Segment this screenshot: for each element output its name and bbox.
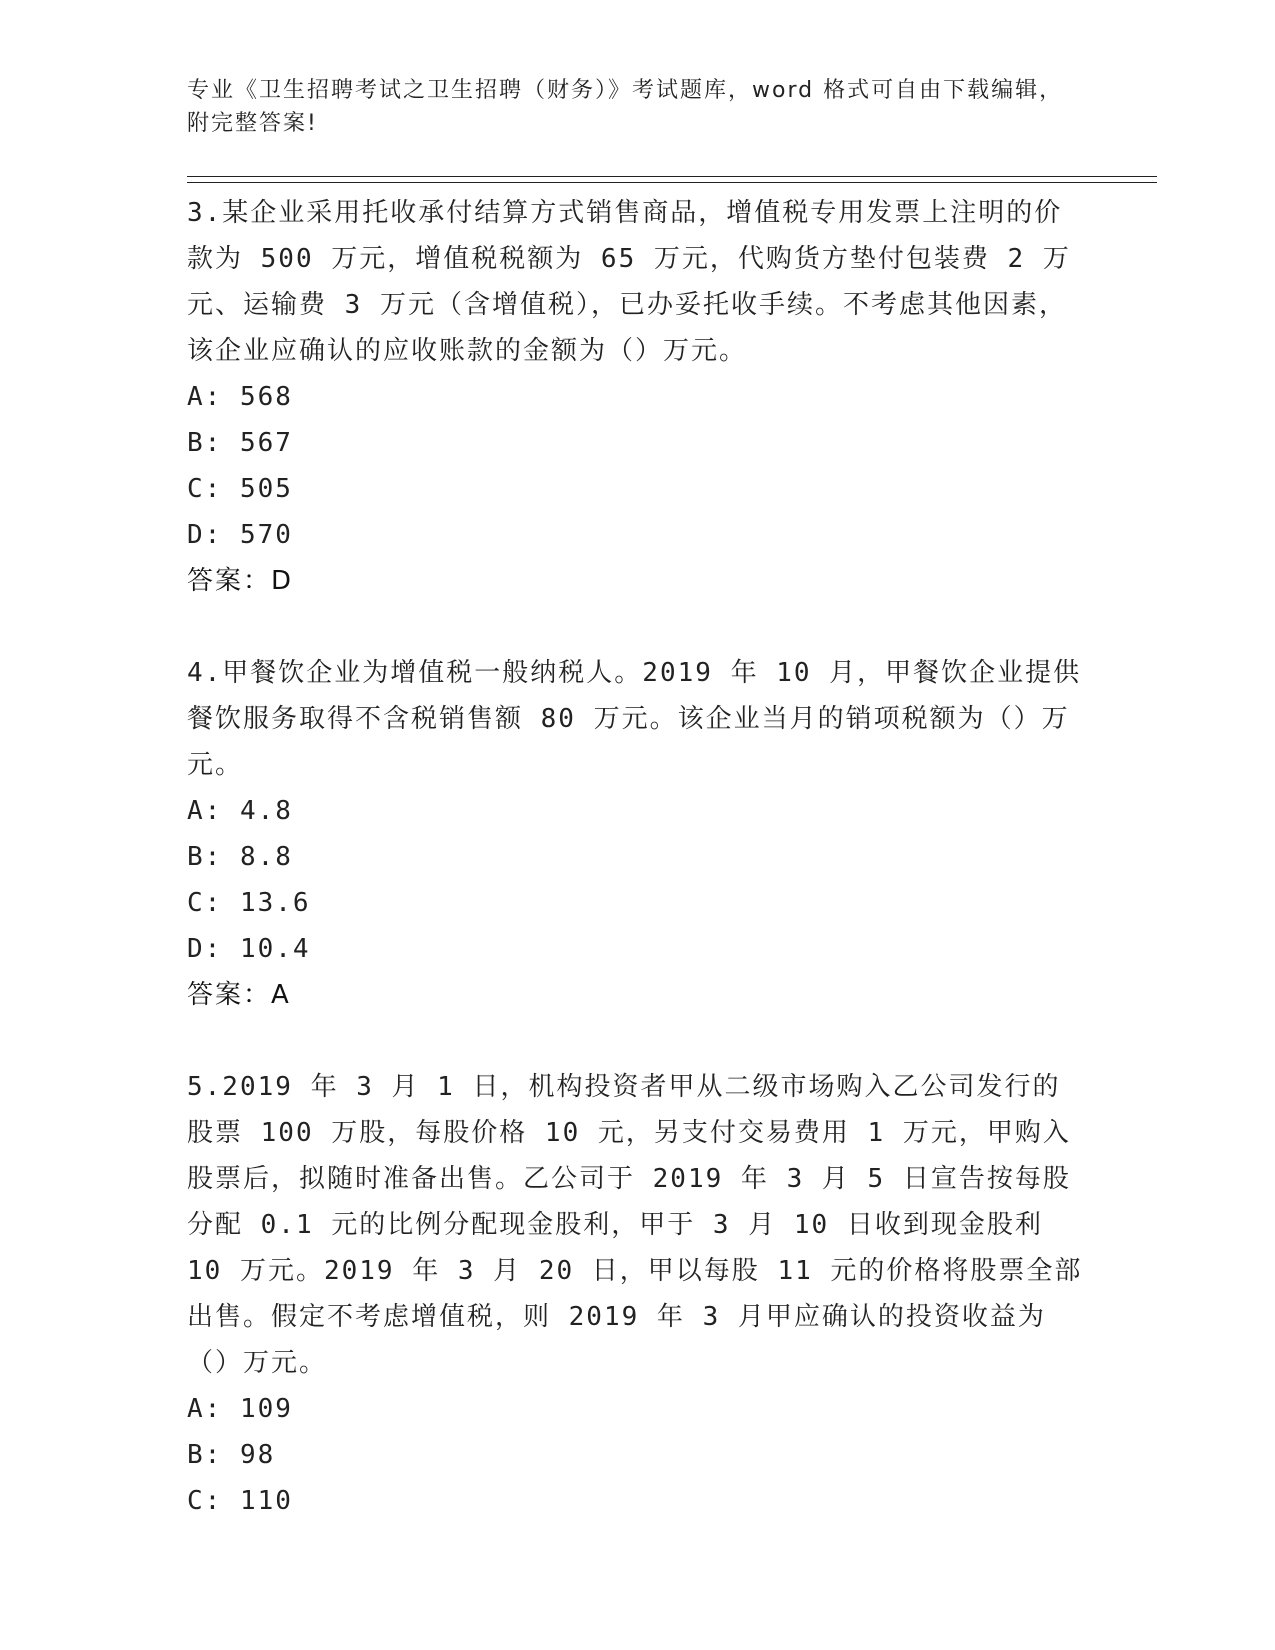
question-4: [187, 650, 1087, 1018]
option-c: C: 505: [187, 474, 293, 504]
option-d: D: 10.4: [187, 934, 311, 964]
option-d: D: 570: [187, 520, 293, 550]
option-b: B: 8.8: [187, 842, 293, 872]
question-list: [187, 190, 1087, 1524]
answer-line: 答案：A: [187, 980, 291, 1010]
question-5: [187, 1064, 1087, 1524]
question-3: [187, 190, 1087, 604]
question-spacer: [187, 1018, 1087, 1064]
question-text: 4.甲餐饮企业为增值税一般纳税人。2019 年 10 月，甲餐饮企业提供餐饮服务取得不含税销售额 80 万元。该企业当月的销项税额为（）万元。: [187, 658, 1082, 780]
header-divider-top: [187, 176, 1157, 177]
question-spacer: [187, 604, 1087, 650]
header-divider-bottom: [187, 182, 1157, 183]
option-a: A: 568: [187, 382, 293, 412]
question-text: 5.2019 年 3 月 1 日，机构投资者甲从二级市场购入乙公司发行的股票 100 万股，每股价格 10 元，另支付交易费用 1 万元，甲购入股票后，拟随时准备出售。乙公司于 2019 年 3 月 5 日宣告按每股分配 0.1 元的比例分配现金股利，甲于 3 月 10 日收到现金股利 10 万元。2019 年 3 月 20 日，甲以每股 11 元的价格将股票全部出售。假定不考虑增值税，则 2019 年 3 月甲应确认的投资收益为（）万元。: [187, 1072, 1083, 1378]
option-b: B: 567: [187, 428, 293, 458]
answer-line: 答案：D: [187, 566, 294, 596]
option-c: C: 110: [187, 1486, 293, 1516]
option-c: C: 13.6: [187, 888, 311, 918]
option-a: A: 4.8: [187, 796, 293, 826]
question-text: 3.某企业采用托收承付结算方式销售商品，增值税专用发票上注明的价款为 500 万元，增值税税额为 65 万元，代购货方垫付包装费 2 万元、运输费 3 万元（含增值税），已办妥托收手续。不考虑其他因素，该企业应确认的应收账款的金额为（）万元。: [187, 198, 1071, 366]
option-b: B: 98: [187, 1440, 276, 1470]
document-header: 专业《卫生招聘考试之卫生招聘（财务）》考试题库，word 格式可自由下载编辑，附完整答案!: [187, 78, 1064, 136]
option-a: A: 109: [187, 1394, 293, 1424]
